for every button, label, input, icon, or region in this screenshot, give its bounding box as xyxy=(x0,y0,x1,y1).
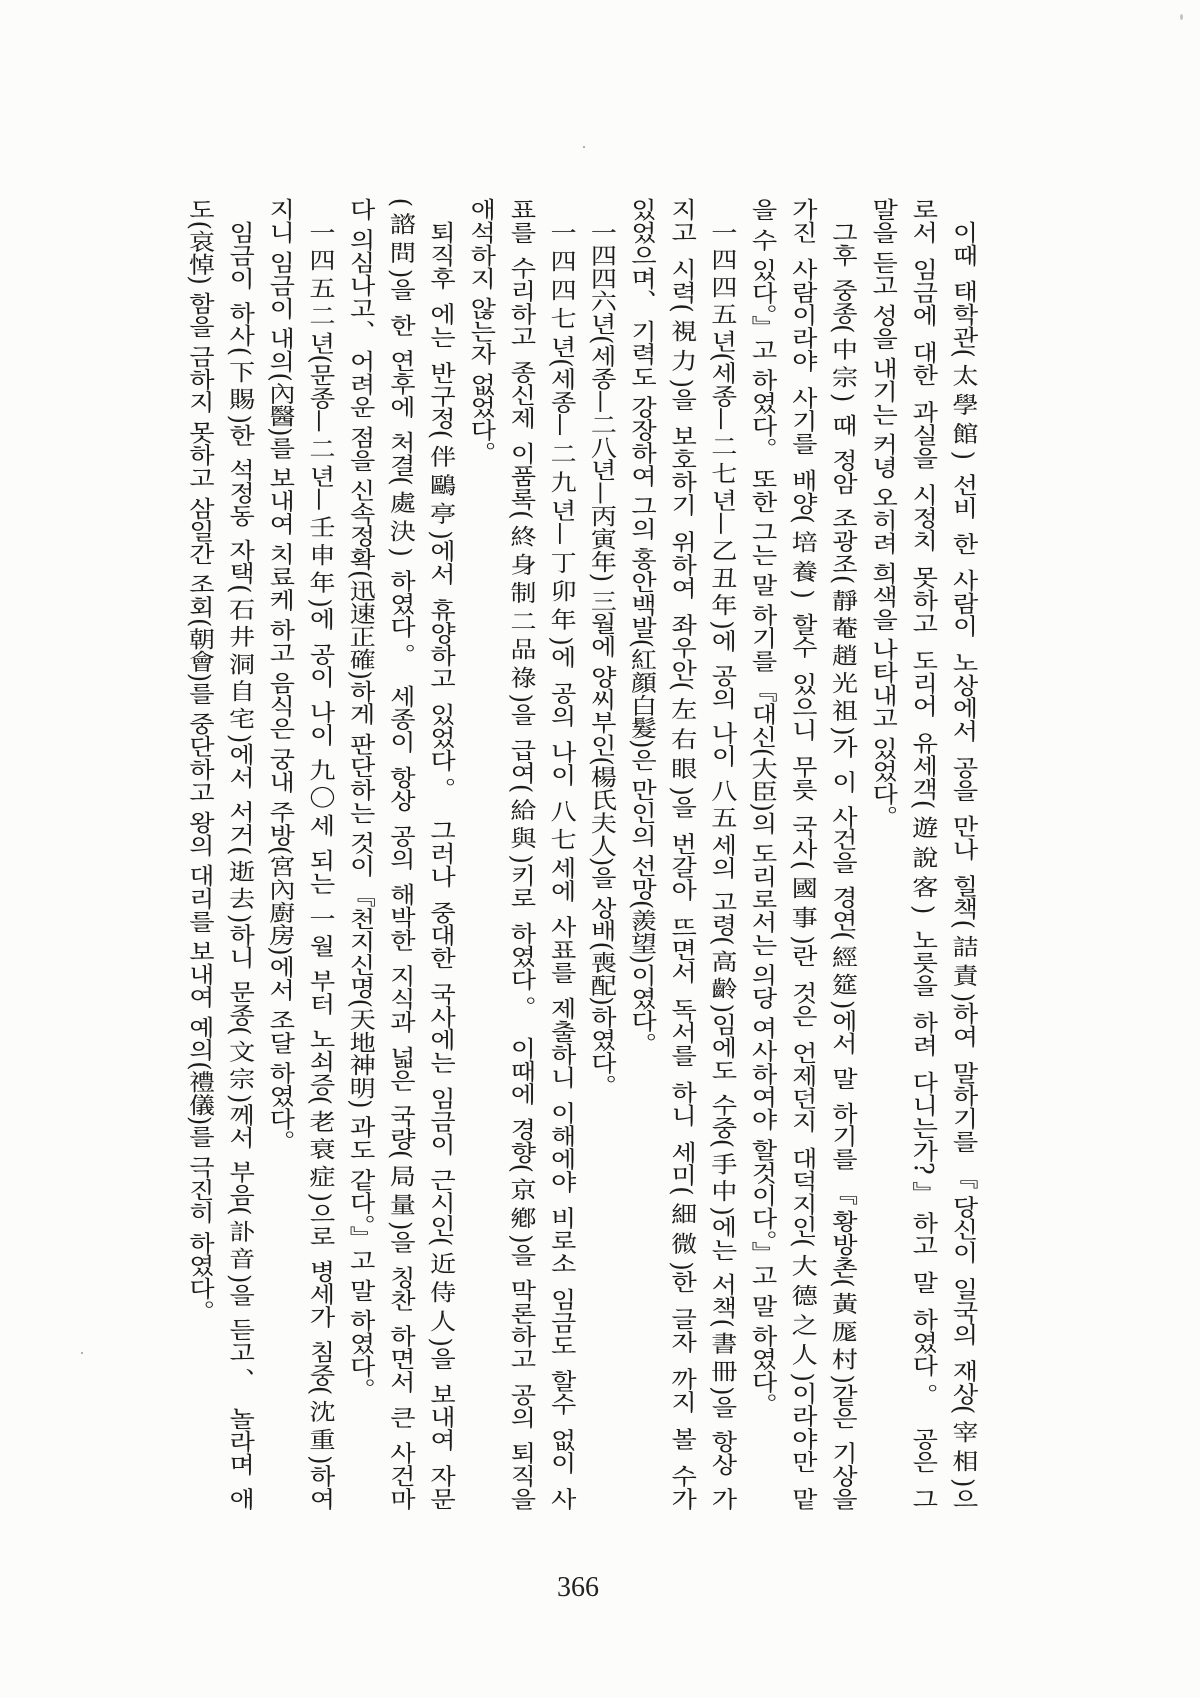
scan-speck xyxy=(81,1352,83,1354)
text-line: 임금이 하사(下賜)한 석정동 자택(石井洞自宅)에서 서거(逝去)하니 문종(文宗)께서 부음(訃音)을 듣고、 놀라며 애 xyxy=(224,220,255,1511)
text-line: 지니 임금이 내의(內醫)를 보내여 치료케 하고 음식은 궁내 주방(宮內廚房)에서 조달 하였다。 xyxy=(264,198,295,1154)
text-line: 지고 시력(視力)을 보호하기 위하여 좌우안(左右眼)을 번갈아 뜨면서 독서를 하니 세미(細微)한 글자 까지 볼 수가 xyxy=(666,198,697,1511)
text-line: 다 의심나고、 어려운 점을 신속정확(迅速正確)하게 판단하는 것이 『천지신명(天地神明) 과도 같다。』고 말 하였다。 xyxy=(345,198,376,1401)
text-line: 애석하지 않는자 없었다。 xyxy=(465,198,496,465)
text-line: 도(哀悼) 함을 금하지 못하고 삼일간 조회(朝會)를 중단하고 왕의 대리를 보내여 예의(禮儀)를 극진히 하였다。 xyxy=(184,198,215,1323)
text-line: 말을 듣고 성을 내기는 커녕 오히려 희색을 나타내고 있었다。 xyxy=(867,198,898,829)
text-line: 一四四六년(세종—二八년—丙寅年) 三월에 양씨부인(楊氏夫人)을 상배(喪配)하였다。 xyxy=(586,220,617,1098)
text-line: 있었으며、 기력도 강장하여 그의 홍안백발(紅顔白髮)은 만인의 선망(羨望)이였다。 xyxy=(626,198,657,1056)
text-line: 一四四五년(세종—二七년—乙丑年)에 공의 나이 八五세의 고령(高齡)임에도 수중(手中)에는 서책(書冊)을 항상 가 xyxy=(706,220,737,1511)
scan-speck xyxy=(1180,14,1183,20)
text-line: (諮問)을 한 연후에 처결(處決) 하였다。 세종이 항상 공의 해박한 지식과 넓은 국량(局量)을 칭찬 하면서 큰 사건마 xyxy=(385,198,416,1511)
text-line: 그후 중종(中宗) 때 정암 조광조(靜菴趙光祖)가 이 사건을 경연(經筵)에서 말 하기를 『황방촌(黃厖村)같은 기상을 xyxy=(827,220,858,1511)
text-line: 가진 사람이라야 사기를 배양(培養) 할수 있으니 무릇 국사(國事)란 것은 언제던지 대덕지인(大德之人)이라야만 맡 xyxy=(787,198,818,1511)
text-line: 一四五二년(문종—二년—壬申年)에 공이 나이 九〇세 되는 一월 부터 노쇠증(老衰症)으로 병세가 침중(沈重)하여 xyxy=(305,220,335,1511)
text-line: 을 수 있다。』고 하였다。 또한 그는 말 하기를 『대신(大臣)의 도리로서는 의당 여사하여야 할것이다。』고 말 하였다。 xyxy=(747,198,778,1416)
text-line: 로서 임금에 대한 과실을 시정치 못하고 도리어 유세객(遊說客) 노릇을 하려 다니는가?』하고 말 하였다。 공은 그 xyxy=(907,198,938,1511)
scan-speck xyxy=(583,146,585,148)
text-line: 一四四七년(세종—二九년—丁卯年)에 공의 나이 八七세에 사표를 제출하니 이해에야 비로소 임금도 할수 없이 사 xyxy=(546,220,577,1511)
page-number: 366 xyxy=(557,1572,599,1603)
text-line: 퇴직후 에는 반구정(伴鷗亭)에서 휴양하고 있었다。 그러나 중대한 국사에는 임금이 근시인(近侍人)을 보내여 자문 xyxy=(425,220,456,1511)
body-text xyxy=(179,198,983,1510)
text-line: 표를 수리하고 종신제 이품록(終身制二品祿)을 급여(給與)키로 하였다。 이때에 경향(京鄕)을 막론하고 공의 퇴직을 xyxy=(505,198,536,1511)
text-line: 이때 태학관(太學館) 선비 한 사람이 노상에서 공을 만나 힐책(詰責)하여 말하기를 『당신이 일국의 재상(宰相)으 xyxy=(948,220,978,1511)
